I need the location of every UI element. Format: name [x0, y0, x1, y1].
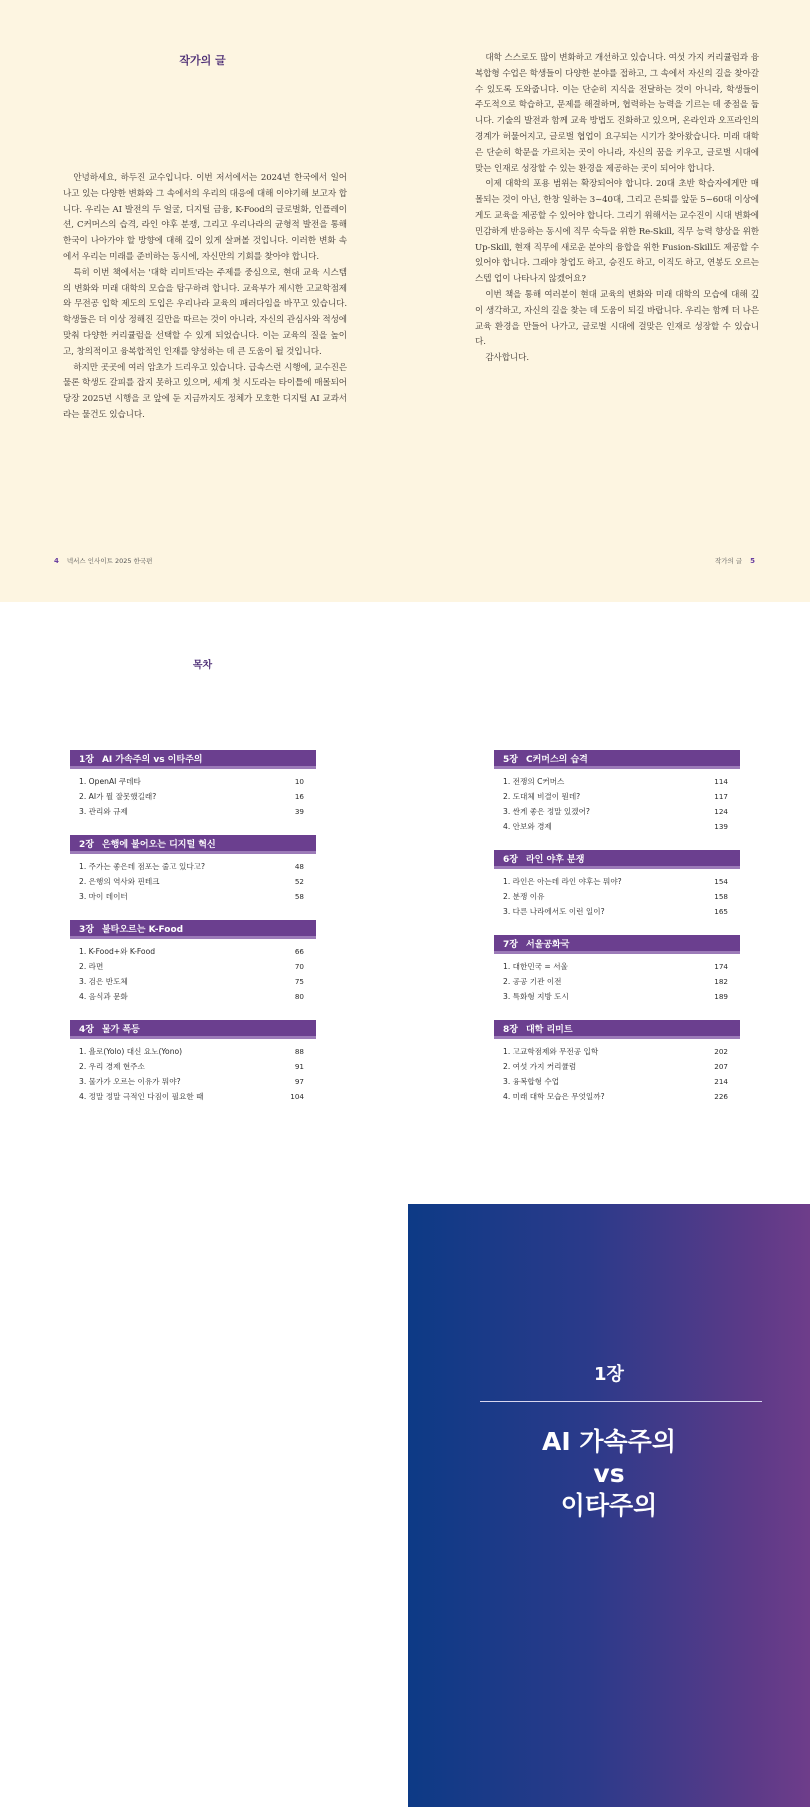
- toc-title: 목차: [192, 660, 213, 671]
- page-number-right: 5: [750, 556, 755, 565]
- chapter-title-line1: AI 가속주의: [542, 1427, 676, 1456]
- toc-chapter-header[interactable]: [494, 750, 740, 769]
- toc-entry-label: 1. 욜로(Yolo) 대신 요노(Yono): [79, 1047, 183, 1056]
- toc-entry-page: 10: [294, 777, 304, 786]
- chapter-title-line2: vs: [593, 1459, 625, 1488]
- toc-entry-page: 16: [294, 792, 304, 801]
- toc-entry-label: 4. 미래 대학 모습은 무엇일까?: [503, 1092, 605, 1101]
- toc-entry[interactable]: [503, 889, 728, 904]
- toc-chapter-number: 1장: [79, 754, 94, 765]
- toc-entry-page: 97: [294, 1077, 304, 1086]
- toc-entry-label: 3. 싼게 좋은 정말 있겠어?: [503, 807, 590, 816]
- toc-entry[interactable]: [503, 1074, 728, 1089]
- toc-chapter-number: 4장: [79, 1024, 94, 1035]
- toc-chapter-number: 2장: [79, 839, 94, 850]
- toc-chapter: [494, 935, 740, 1004]
- toc-entry-label: 2. 여섯 가지 커리큘럼: [503, 1062, 577, 1071]
- page-number-left: 4: [54, 556, 59, 565]
- chapter-opener: [408, 1204, 810, 1807]
- toc-entry-label: 2. 공공 기관 이전: [503, 977, 562, 986]
- toc-chapter-number: 5장: [503, 754, 518, 765]
- toc-entry-page: 117: [714, 792, 728, 801]
- toc-entry-label: 2. 우리 경제 현주소: [79, 1062, 145, 1071]
- preface-paragraph: 하지만 곳곳에 여러 암초가 드리우고 있습니다. 급속스런 시행에, 교수진은 물론 학생도 갈피를 잡지 못하고 있으며, 세계 첫 시도라는 타이틀에 매몰되어 당장 2025년 시행을 코 앞에 둔 지금까지도 정체가 모호한 디지털 AI 교과서라는 물건도 있습니다.: [63, 362, 347, 420]
- toc-entry-page: 214: [714, 1077, 728, 1086]
- toc-chapter-title: 서울공화국: [525, 939, 570, 950]
- toc-entry-page: 104: [290, 1092, 304, 1101]
- toc-entry-label: 3. 마이 데이터: [79, 892, 128, 901]
- toc-entry-label: 1. 전쟁의 C커머스: [503, 777, 565, 786]
- toc-chapter-title: 물가 폭등: [101, 1024, 140, 1035]
- toc-entry-page: 70: [294, 962, 304, 971]
- toc-entry-label: 3. 특화형 지방 도시: [503, 992, 569, 1001]
- toc-entry-page: 139: [714, 822, 728, 831]
- preface-paragraph: 이제 대학의 포용 범위는 확장되어야 합니다. 20대 초반 학습자에게만 매몰되는 것이 아닌, 한창 일하는 3~40대, 그리고 은퇴를 앞둔 5~60대 이상에게도 교육을 제공할 수 있어야 합니다. 그리기 위해서는 교수진이 시대 변화에 민감하게 반응하는 동시에 직무 숙득을 위한 Re-Skill, 직무 능력 향상을 위한 Up-Skill, 현재 직무에 새로운 분야의 융합을 위한 Fusion-Skill도 제공할 수 있어야 합니다. 그래야 창업도 하고, 승진도 하고, 이직도 하고, 연봉도 오르는 스텝 업이 나타나지 않겠어요?: [475, 179, 759, 285]
- footer-right: [715, 556, 755, 565]
- toc-chapter-header[interactable]: [70, 835, 316, 854]
- toc-entry[interactable]: [503, 1059, 728, 1074]
- toc-chapter-title: C커머스의 습격: [525, 754, 588, 765]
- preface-left-column: [63, 171, 347, 424]
- toc-chapter-title: 라인 야후 분쟁: [525, 854, 585, 865]
- toc-entry-label: 4. 정말 정말 극적인 다짐이 필요한 때: [79, 1092, 204, 1101]
- toc-entry-label: 1. 대한민국 = 서울: [503, 962, 568, 971]
- toc-chapter-title: 은행에 불어오는 디지털 혁신: [101, 839, 216, 850]
- book-title-footer: 넥서스 인사이트 2025 한국편: [66, 557, 153, 565]
- preface-paragraph: 특히 이번 책에서는 '대학 리미트'라는 주제를 중심으로, 현대 교육 시스템의 변화와 미래 대학의 모습을 탐구하려 합니다. 교육부가 제시한 고교학점제와 무전공 입학 제도의 도입은 우리나라 교육의 패러다임을 바꾸고 있습니다. 학생들은 더 이상 정해진 길만을 따르는 것이 아니라, 자신의 관심사와 적성에 맞춰 다양한 커리큘럼을 선택할 수 있게 되었습니다. 이는 교육의 질을 높이고, 창의적이고 융복합적인 인재를 양성하는 데 큰 도움이 될 것입니다.: [63, 267, 347, 357]
- toc-entry-label: 1. OpenAI 쿠데타: [79, 777, 141, 786]
- toc-entry-label: 3. 융복합형 수업: [503, 1077, 560, 1086]
- chapter-title: [408, 1426, 810, 1522]
- toc-right-column: [494, 750, 740, 1120]
- toc-entry[interactable]: [79, 859, 304, 874]
- toc-entry[interactable]: [79, 989, 304, 1004]
- toc-entry-page: 114: [714, 777, 728, 786]
- toc-chapter-title: 대학 리미트: [525, 1024, 573, 1035]
- toc-chapter: [494, 1020, 740, 1104]
- toc-entry-page: 58: [294, 892, 304, 901]
- toc-entry-page: 189: [714, 992, 728, 1001]
- toc-entry-page: 174: [714, 962, 728, 971]
- toc-entry[interactable]: [79, 959, 304, 974]
- chapter-title-line3: 이타주의: [560, 1491, 658, 1520]
- preface-paragraph: 감사합니다.: [485, 353, 529, 364]
- toc-entry-page: 75: [294, 977, 304, 986]
- preface-paragraph: 대학 스스로도 많이 변화하고 개선하고 있습니다. 여섯 가지 커리큘럼과 융복합형 수업은 학생들이 다양한 분야를 접하고, 그 속에서 자신의 길을 찾아갈 수 있도록 도와줍니다. 이는 단순히 지식을 전달하는 것이 아니라, 학생들이 주도적으로 학습하고, 문제를 해결하며, 협력하는 능력을 기르는 데 중점을 둡니다. 기술의 발전과 함께 교육 방법도 진화하고 있으며, 온라인과 오프라인의 경계가 허물어지고, 글로벌 협업이 요구되는 시기가 찾아왔습니다. 미래 대학은 단순히 학문을 가르치는 곳이 아니라, 자신의 꿈을 키우고, 글로벌 시대에 맞는 인재로 성장할 수 있는 환경을 제공하는 곳이 되어야 합니다.: [475, 53, 759, 174]
- toc-entry[interactable]: [503, 989, 728, 1004]
- toc-entry[interactable]: [503, 1089, 728, 1104]
- toc-entry-page: 124: [714, 807, 728, 816]
- toc-entry-label: 3. 검은 반도체: [79, 977, 128, 986]
- toc-entry[interactable]: [79, 874, 304, 889]
- toc-entry-label: 1. 고교학점제와 무전공 입학: [503, 1047, 599, 1056]
- toc-entry[interactable]: [503, 1044, 728, 1059]
- toc-entry-page: 39: [294, 807, 304, 816]
- toc-entry[interactable]: [79, 1089, 304, 1104]
- toc-chapter-title: 불타오르는 K-Food: [101, 924, 184, 935]
- chapter-number: 1장: [594, 1364, 624, 1385]
- toc-entry-label: 3. 관리와 규제: [79, 807, 128, 816]
- toc-chapter-header[interactable]: [70, 920, 316, 939]
- toc-entry-page: 52: [294, 877, 304, 886]
- toc-entry-label: 2. 분쟁 이유: [503, 892, 545, 901]
- toc-entry[interactable]: [503, 819, 728, 834]
- preface-spread: [0, 0, 810, 602]
- toc-entry[interactable]: [503, 789, 728, 804]
- toc-entry-label: 1. K-Food+와 K-Food: [79, 947, 156, 956]
- toc-entry[interactable]: [503, 974, 728, 989]
- toc-entry-page: 48: [294, 862, 304, 871]
- toc-entry-label: 3. 물가가 오르는 이유가 뭐야?: [79, 1077, 181, 1086]
- toc-chapter: [70, 750, 316, 819]
- toc-chapter-header[interactable]: [70, 1020, 316, 1039]
- toc-entry-label: 4. 안보와 경제: [503, 822, 552, 831]
- toc-chapter-header[interactable]: [70, 750, 316, 769]
- toc-chapter: [494, 750, 740, 834]
- toc-entry[interactable]: [79, 889, 304, 904]
- toc-entry-page: 158: [714, 892, 728, 901]
- toc-entry-label: 3. 다른 나라에서도 이런 일이?: [503, 907, 605, 916]
- preface-right-column: [475, 51, 759, 367]
- toc-entry-label: 4. 음식과 문화: [79, 992, 128, 1001]
- toc-entry-page: 182: [714, 977, 728, 986]
- toc-entry[interactable]: [79, 789, 304, 804]
- toc-entry-label: 2. 은행의 역사와 핀테크: [79, 877, 160, 886]
- toc-entry[interactable]: [503, 774, 728, 789]
- toc-chapter: [70, 835, 316, 904]
- toc-entry[interactable]: [79, 1059, 304, 1074]
- toc-entry[interactable]: [503, 804, 728, 819]
- toc-entry-page: 226: [714, 1092, 728, 1101]
- toc-entry-label: 2. AI가 뭘 잘못했길래?: [79, 792, 157, 801]
- toc-entry-page: 165: [714, 907, 728, 916]
- toc-entry[interactable]: [503, 959, 728, 974]
- chapter-divider: [480, 1401, 762, 1402]
- preface-title: 작가의 글: [179, 54, 226, 67]
- toc-entry[interactable]: [503, 904, 728, 919]
- footer-left: [54, 556, 152, 565]
- toc-entry-page: 66: [294, 947, 304, 956]
- toc-entry-page: 154: [714, 877, 728, 886]
- toc-entry-label: 1. 라인은 아는데 라인 야후는 뭐야?: [503, 877, 622, 886]
- preface-paragraph: 안녕하세요, 하두진 교수입니다. 이번 저서에서는 2024년 한국에서 일어나고 있는 다양한 변화와 그 속에서의 우리의 대응에 대해 이야기해 보고자 합니다. 우리는 AI 발전의 두 얼굴, 디지털 금융, K-Food의 글로벌화, 인플레이션, C커머스의 습격, 라인 야후 분쟁, 그리고 우리나라의 균형적 발전을 통해 한국이 나아가야 할 방향에 대해 깊이 있게 살펴볼 것입니다. 이러한 변화 속에서 우리는 미래를 준비하는 동시에, 자신만의 기회를 찾아야 합니다.: [63, 173, 347, 262]
- toc-entry[interactable]: [79, 944, 304, 959]
- toc-chapter-number: 3장: [79, 924, 94, 935]
- toc-entry-page: 80: [294, 992, 304, 1001]
- toc-entry-label: 2. 도대체 비결이 뭔데?: [503, 792, 581, 801]
- toc-entry[interactable]: [503, 874, 728, 889]
- toc-chapter-header[interactable]: [494, 1020, 740, 1039]
- toc-entry-label: 1. 주가는 좋은데 점포는 줄고 있다고?: [79, 862, 206, 871]
- toc-entry[interactable]: [79, 1074, 304, 1089]
- toc-chapter: [70, 920, 316, 1004]
- toc-entry[interactable]: [79, 1044, 304, 1059]
- toc-chapter-title: AI 가속주의 vs 이타주의: [101, 754, 203, 765]
- toc-chapter-number: 8장: [503, 1024, 518, 1035]
- toc-entry[interactable]: [79, 774, 304, 789]
- toc-entry-page: 91: [294, 1062, 304, 1071]
- toc-chapter-header[interactable]: [494, 935, 740, 954]
- toc-chapter-header[interactable]: [494, 850, 740, 869]
- toc-chapter: [494, 850, 740, 919]
- toc-entry-page: 207: [714, 1062, 728, 1071]
- toc-left-column: [70, 750, 316, 1120]
- section-title-footer: 작가의 글: [714, 557, 743, 565]
- toc-entry-page: 202: [714, 1047, 728, 1056]
- toc-chapter: [70, 1020, 316, 1104]
- toc-entry[interactable]: [79, 974, 304, 989]
- toc-entry-label: 2. 라면: [79, 962, 104, 971]
- toc-entry-page: 88: [294, 1047, 304, 1056]
- toc-chapter-number: 6장: [503, 854, 518, 865]
- toc-chapter-number: 7장: [503, 939, 518, 950]
- preface-paragraph: 이번 책을 통해 여러분이 현대 교육의 변화와 미래 대학의 모습에 대해 깊이 생각하고, 자신의 길을 찾는 데 도움이 되길 바랍니다. 우리는 함께 더 나은 교육 환경을 만들어 나가고, 글로벌 시대에 걸맞은 인재로 성장할 수 있습니다.: [475, 289, 759, 348]
- toc-entry[interactable]: [79, 804, 304, 819]
